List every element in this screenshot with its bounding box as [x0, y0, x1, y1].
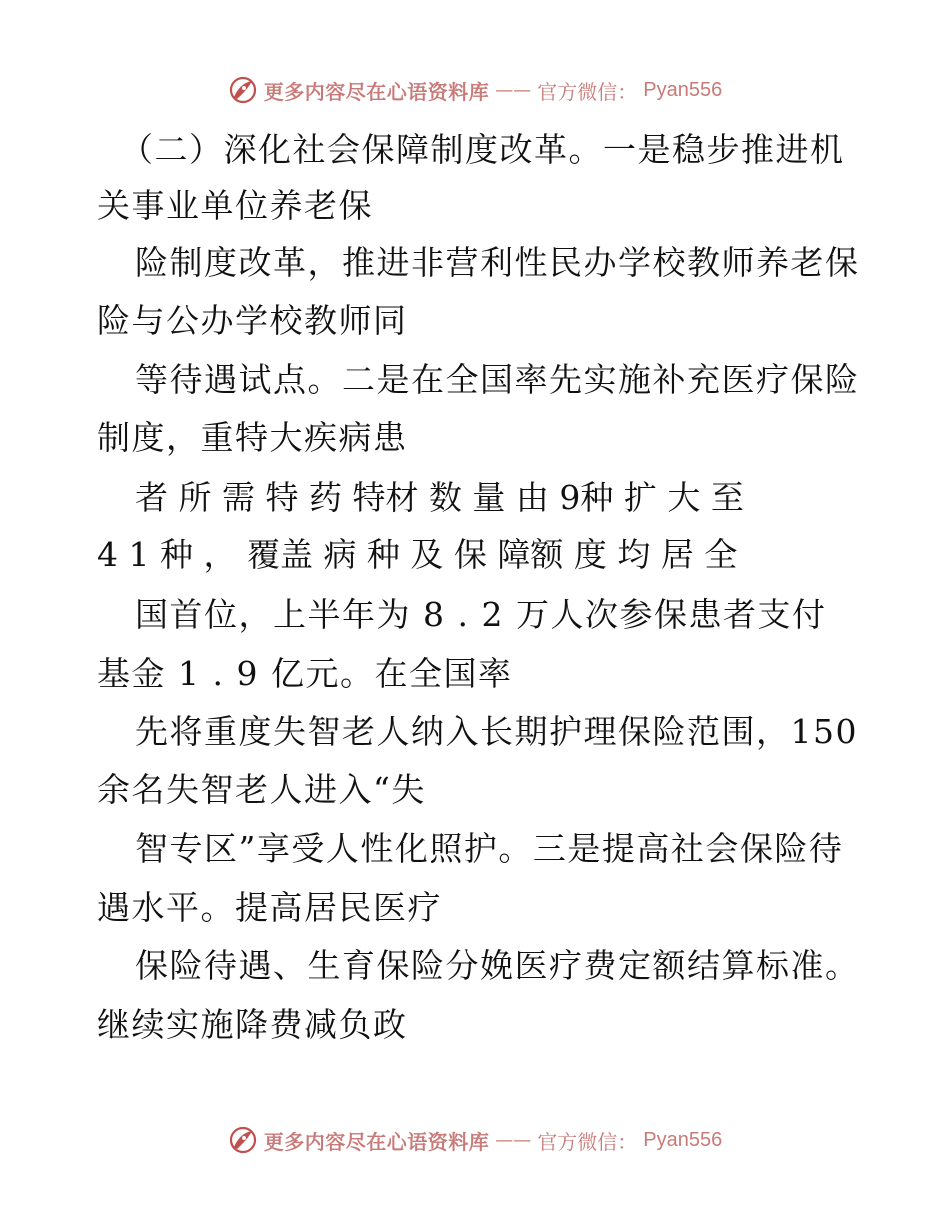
banner-main-text: 更多内容尽在心语资料库 — [263, 79, 490, 104]
body-line: （二）深化社会保障制度改革。一是稳步推进机 — [120, 130, 845, 169]
body-line: 保险待遇、生育保险分娩医疗费定额结算标准。 — [135, 946, 860, 985]
body-line: 等待遇试点。二是在全国率先实施补充医疗保险 — [135, 360, 860, 399]
banner-separator: —— — [495, 79, 532, 101]
body-line: 者 所 需 特 药 特材 数 量 由 9种 扩 大 至 — [135, 478, 744, 517]
body-line: 国首位，上半年为 8 . 2 万人次参保患者支付 — [135, 595, 827, 634]
body-line: 遇水平。提高居民医疗 — [97, 888, 442, 927]
body-line: 险制度改革，推进非营利性民办学校教师养老保 — [135, 243, 860, 282]
header-banner — [0, 70, 950, 110]
banner-main-text: 更多内容尽在心语资料库 — [263, 1129, 490, 1154]
body-line: 智专区”享受人性化照护。三是提高社会保险待 — [135, 829, 844, 868]
body-line: 继续实施降费减负政 — [97, 1005, 408, 1044]
banner-wechat-label: 官方微信： — [537, 79, 638, 104]
body-line: 险与公办学校教师同 — [97, 301, 408, 340]
footer-banner — [0, 1120, 950, 1160]
body-line: 余名失智老人进入“失 — [97, 770, 426, 809]
banner-wechat-id: Pyan556 — [643, 78, 723, 101]
banner-wechat-id: Pyan556 — [643, 1128, 723, 1151]
pen-nib-logo-icon — [228, 1125, 258, 1155]
body-line: 先将重度失智老人纳入长期护理保险范围，150 — [135, 712, 858, 751]
body-line: 基金 1 . 9 亿元。在全国率 — [97, 654, 513, 693]
banner-wechat-label: 官方微信： — [537, 1129, 638, 1154]
body-line: 4 1 种 ， 覆盖 病 种 及 保 障额 度 均 居 全 — [97, 535, 738, 574]
banner-separator: —— — [495, 1129, 532, 1151]
body-line: 制度，重特大疾病患 — [97, 418, 408, 457]
pen-nib-logo-icon — [228, 75, 258, 105]
body-line: 关事业单位养老保 — [97, 186, 373, 225]
